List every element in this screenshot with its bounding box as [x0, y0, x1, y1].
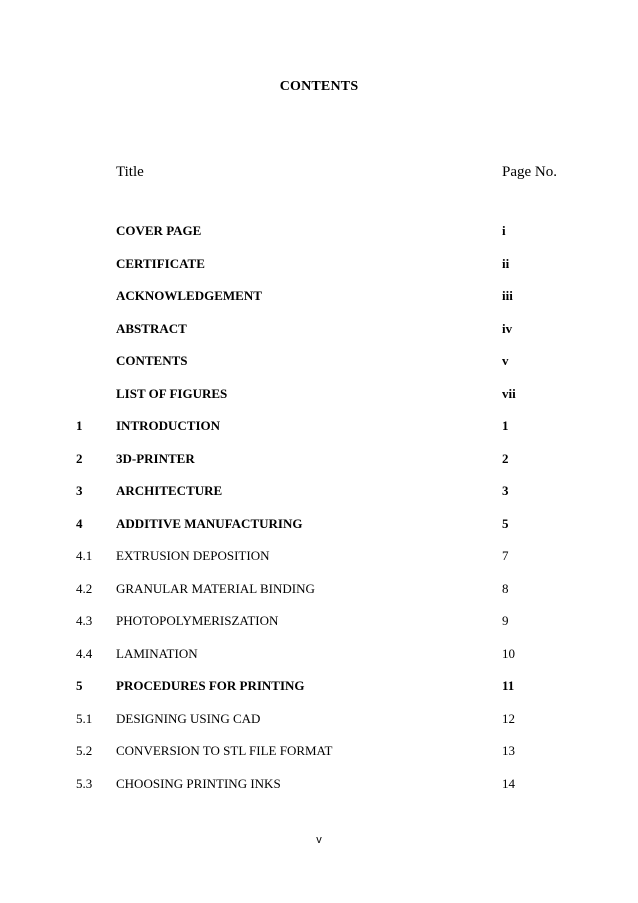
toc-row — [0, 709, 638, 742]
toc-section-number: 3 — [76, 483, 83, 498]
toc-row — [0, 741, 638, 774]
toc-entry-title: EXTRUSION DEPOSITION — [116, 548, 270, 563]
toc-page-number: 2 — [502, 450, 509, 466]
toc-row — [0, 254, 638, 287]
toc-entry-title: LIST OF FIGURES — [116, 385, 228, 401]
toc-entry-title: CONVERSION TO STL FILE FORMAT — [116, 743, 333, 758]
toc-row — [0, 384, 638, 417]
toc-row — [0, 514, 638, 547]
toc-entry-title: ARCHITECTURE — [116, 483, 223, 498]
toc-page-number: 7 — [502, 548, 509, 563]
column-header-title: Title — [116, 164, 144, 180]
toc-page-number: iii — [502, 288, 513, 303]
toc-page-number: ii — [502, 255, 510, 271]
toc-page-number: vii — [502, 385, 516, 401]
toc-entry-title: CERTIFICATE — [116, 255, 205, 271]
toc-row — [0, 319, 638, 352]
toc-row — [0, 676, 638, 709]
toc-row — [0, 579, 638, 612]
toc-section-number: 5.3 — [76, 775, 93, 791]
toc-row — [0, 449, 638, 482]
toc-entry-title: 3D-PRINTER — [116, 450, 195, 466]
toc-entry-title: PHOTOPOLYMERISZATION — [116, 613, 279, 628]
toc-page-number: 9 — [502, 613, 509, 628]
toc-entry-title: CHOOSING PRINTING INKS — [116, 775, 281, 791]
toc-page-number: 10 — [502, 645, 515, 661]
toc-entry-title: DESIGNING USING CAD — [116, 710, 261, 726]
toc-entry-title: ABSTRACT — [116, 320, 187, 336]
toc-page-number: 13 — [502, 743, 515, 758]
toc-page-number: 12 — [502, 710, 515, 726]
toc-section-number: 5.1 — [76, 710, 93, 726]
toc-entry-title: COVER PAGE — [116, 223, 202, 238]
toc-section-number: 4.2 — [76, 580, 93, 596]
toc-section-number: 4.1 — [76, 548, 93, 563]
toc-page-number: 8 — [502, 580, 509, 596]
toc-page-number: v — [502, 353, 509, 368]
toc-entry-title: PROCEDURES FOR PRINTING — [116, 678, 305, 693]
contents-heading: CONTENTS — [279, 79, 359, 94]
toc-page-number: i — [502, 223, 506, 238]
toc-page-number: 1 — [502, 418, 509, 433]
toc-section-number: 4 — [76, 515, 83, 531]
toc-section-number: 4.4 — [76, 645, 93, 661]
column-header-page-no: Page No. — [502, 164, 557, 180]
toc-row — [0, 774, 638, 807]
toc-page-number: 5 — [502, 515, 509, 531]
toc-entry-title: INTRODUCTION — [116, 418, 221, 433]
toc-entry-title: GRANULAR MATERIAL BINDING — [116, 580, 315, 596]
toc-row — [0, 351, 638, 384]
toc-section-number: 5 — [76, 678, 83, 693]
toc-page-number: 14 — [502, 775, 515, 791]
toc-section-number: 2 — [76, 450, 83, 466]
toc-page-number: 11 — [502, 678, 515, 693]
toc-row — [0, 546, 638, 579]
toc-row — [0, 286, 638, 319]
toc-row — [0, 221, 638, 254]
toc-page-number: iv — [502, 320, 513, 336]
toc-row — [0, 611, 638, 644]
toc-entry-title: ADDITIVE MANUFACTURING — [116, 515, 303, 531]
footer-page-number: v — [316, 834, 322, 846]
toc-section-number: 4.3 — [76, 613, 93, 628]
toc-row — [0, 416, 638, 449]
toc-list — [0, 221, 638, 806]
toc-page-number: 3 — [502, 483, 509, 498]
toc-section-number: 1 — [76, 418, 83, 433]
toc-entry-title: ACKNOWLEDGEMENT — [116, 288, 262, 303]
toc-row — [0, 481, 638, 514]
toc-entry-title: CONTENTS — [116, 353, 188, 368]
toc-section-number: 5.2 — [76, 743, 93, 758]
toc-entry-title: LAMINATION — [116, 645, 198, 661]
toc-row — [0, 644, 638, 677]
